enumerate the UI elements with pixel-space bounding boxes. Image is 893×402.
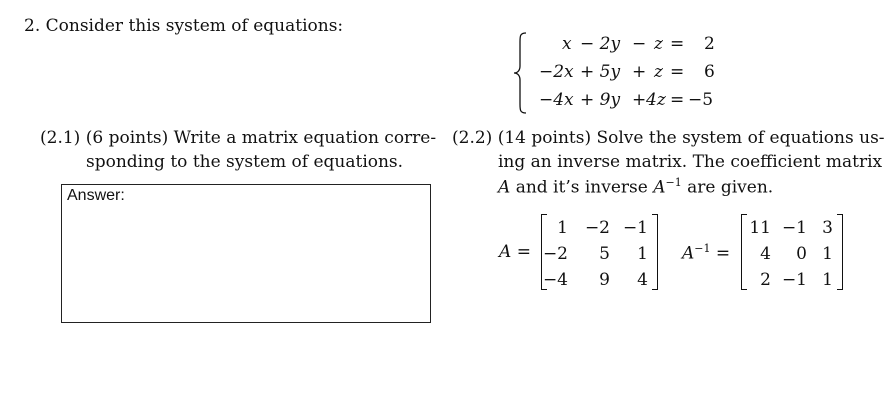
matrix-a-inv-cell: 4 xyxy=(760,244,771,264)
matrix-a-inv-cell: 11 xyxy=(749,218,771,238)
part2-line3 xyxy=(498,176,773,198)
matrix-a-cell: −2 xyxy=(542,244,568,264)
eq3-op: + xyxy=(632,90,647,110)
matrix-a-cell: 1 xyxy=(637,244,648,264)
part1-line1 xyxy=(40,128,436,148)
matrix-a-label xyxy=(499,242,531,262)
question-text: Consider this system of equations: xyxy=(45,16,344,36)
eq1-term-y: − 2y xyxy=(580,34,621,54)
answer-box[interactable] xyxy=(61,184,431,323)
matrix-a-equals: = xyxy=(516,242,531,262)
question-number: 2. xyxy=(24,16,41,36)
eq3-term-z: 4z xyxy=(646,90,666,110)
part2-line1 xyxy=(452,128,885,148)
part1-line2: sponding to the system of equations. xyxy=(86,152,404,172)
equation-row-2 xyxy=(538,62,718,86)
part2-label: (2.2) xyxy=(452,128,493,148)
part2-text-1: (14 points) Solve the system of equations us- xyxy=(497,128,885,148)
eq2-op: + xyxy=(632,62,647,82)
matrix-a-inv-cell: −1 xyxy=(781,218,807,238)
eq2-term-z: z xyxy=(654,62,663,82)
matrix-a-inv-cell: 1 xyxy=(822,270,833,290)
question-heading xyxy=(24,16,343,36)
inverse-superscript: −1 xyxy=(665,176,682,189)
matrix-a-cell: −1 xyxy=(622,218,648,238)
equation-system xyxy=(512,32,715,114)
matrix-a-ref: A xyxy=(498,177,511,198)
matrix-a-inverse xyxy=(741,214,843,290)
matrix-a-inv-cell: 2 xyxy=(760,270,771,290)
part2-text-3: and it’s inverse xyxy=(515,177,648,198)
answer-label: Answer: xyxy=(67,187,125,204)
eq3-equals: = xyxy=(670,90,685,110)
matrix-a-inv-cell: 3 xyxy=(822,218,833,238)
bracket-right xyxy=(652,214,658,290)
matrix-a-inv-name: A xyxy=(682,243,695,264)
matrix-a-inv-sup: −1 xyxy=(694,242,711,255)
bracket-left xyxy=(741,214,747,290)
eq3-term-x: −4x xyxy=(539,90,574,110)
matrix-a-cell: 5 xyxy=(599,244,610,264)
matrix-a-inv-label xyxy=(682,242,730,264)
eq3-term-y: + 9y xyxy=(580,90,621,110)
matrix-a-inv-cell: −1 xyxy=(781,270,807,290)
equation-row-1 xyxy=(538,34,718,58)
matrix-a-inv-cell: 0 xyxy=(796,244,807,264)
eq1-equals: = xyxy=(670,34,685,54)
matrix-a-name: A xyxy=(499,242,512,262)
part1-text-1: (6 points) Write a matrix equation corre- xyxy=(85,128,437,148)
matrix-a-cell: −4 xyxy=(542,270,568,290)
eq2-term-y: + 5y xyxy=(580,62,621,82)
bracket-right xyxy=(837,214,843,290)
eq1-op: − xyxy=(632,34,647,54)
part2-line2: ing an inverse matrix. The coefficient matrix xyxy=(498,152,883,172)
part1-label: (2.1) xyxy=(40,128,81,148)
eq1-term-z: z xyxy=(654,34,663,54)
eq2-term-x: −2x xyxy=(539,62,574,82)
part2-text-4: are given. xyxy=(687,177,774,198)
eq1-term-x: x xyxy=(562,34,572,54)
eq3-rhs: −5 xyxy=(688,90,714,110)
left-brace-icon xyxy=(512,32,528,114)
matrix-a-cell: 9 xyxy=(599,270,610,290)
matrix-a-inv-cell: 1 xyxy=(822,244,833,264)
eq2-rhs: 6 xyxy=(704,62,715,82)
matrix-a xyxy=(541,214,658,290)
equation-row-3 xyxy=(538,90,718,114)
matrix-a-cell: 1 xyxy=(557,218,568,238)
matrix-a-cell: −2 xyxy=(584,218,610,238)
eq1-rhs: 2 xyxy=(704,34,715,54)
matrix-a-inv-equals: = xyxy=(715,243,731,264)
matrix-a-inv-ref: A xyxy=(653,177,666,198)
eq2-equals: = xyxy=(670,62,685,82)
matrix-a-cell: 4 xyxy=(637,270,648,290)
